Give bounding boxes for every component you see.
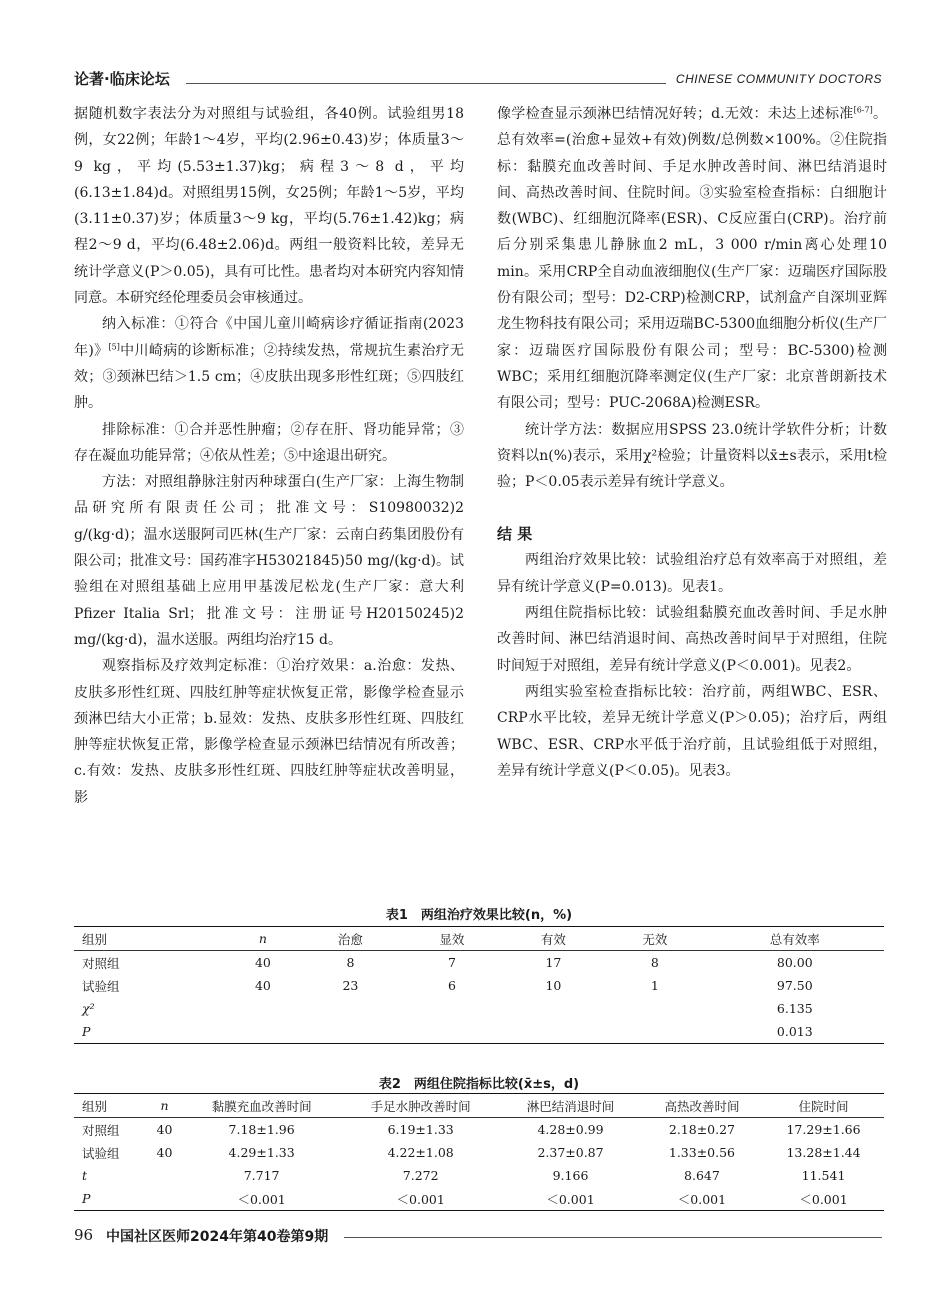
paragraph-result-2: 两组住院指标比较：试验组黏膜充血改善时间、手足水肿改善时间、淋巴结消退时间、高热改善时间早于对照组，住院时间短于对照组，差异有统计学意义(P＜0.001)。见表2。 <box>497 605 887 674</box>
table-cell: 对照组 <box>82 955 120 971</box>
table-cell: 0.013 <box>706 1020 884 1044</box>
table-cell: 1.33±0.56 <box>668 1145 736 1160</box>
table-cell: ＜0.001 <box>641 1187 763 1211</box>
page-footer <box>74 1226 882 1248</box>
table-row <box>74 1164 884 1187</box>
paragraph-result-3: 两组实验室检查指标比较：治疗前，两组WBC、ESR、CRP水平比较，差异无统计学意义(P＞0.05)；治疗后，两组WBC、ESR、CRP水平低于治疗前，且试验组低于对照组，差异有统计学意义(P＜0.05)。见表3。 <box>497 683 887 779</box>
table-cell: 8 <box>346 955 355 970</box>
table-cell: ＜0.001 <box>341 1187 500 1211</box>
table-cell: 40 <box>156 1122 173 1137</box>
table-cell: 1 <box>650 978 659 993</box>
table-cell: 80.00 <box>776 955 813 970</box>
table-cell: P <box>74 1020 226 1044</box>
table1-title: 表1 两组治疗效果比较(n，%) <box>385 908 573 923</box>
table-cell <box>401 997 502 1020</box>
column-header: 住院时间 <box>763 1094 884 1118</box>
inclusion-text-b: 中川崎病的诊断标准；②持续发热，常规抗生素治疗无效；③颈淋巴结＞1.5 cm；④皮肤出现多形性红斑；⑤四肢红肿。 <box>74 342 464 412</box>
table-cell: ＜0.001 <box>182 1187 341 1211</box>
table-cell: 4.22±1.08 <box>387 1145 454 1160</box>
table-cell <box>503 1020 604 1044</box>
table-cell: ＜0.001 <box>500 1187 641 1211</box>
table-cell: 8.647 <box>684 1168 720 1183</box>
paragraph-exclusion: 排除标准：①合并恶性肿瘤；②存在肝、肾功能异常；③存在凝血功能异常；④依从性差；⑤中途退出研究。 <box>74 421 464 464</box>
table-row <box>74 974 884 997</box>
table-cell: 23 <box>342 978 359 993</box>
table-cell <box>147 1164 182 1187</box>
table-cell <box>604 997 705 1020</box>
left-column <box>74 101 464 811</box>
table-cell: 10 <box>545 978 562 993</box>
table-cell <box>147 1187 182 1211</box>
citation-ref: [6-7] <box>853 105 873 115</box>
table-cell: 11.541 <box>801 1168 846 1183</box>
table-cell: 试验组 <box>82 1145 120 1161</box>
table-cell: 7.272 <box>402 1168 439 1183</box>
column-header: 有效 <box>503 927 604 951</box>
page-header <box>74 68 882 94</box>
table-cell: 6 <box>447 978 456 993</box>
paragraph-outcomes: 观察指标及疗效判定标准：①治疗效果：a.治愈：发热、皮肤多形性红斑、四肢红肿等症状恢复正常，影像学检查显示颈淋巴结大小正常；b.显效：发热、皮肤多形性红斑、四肢红肿等症状恢复正常，影像学检查显示颈淋巴结情况有所改善；c.有效：发热、皮肤多形性红斑、四肢红肿等症状改善明显，影 <box>74 658 464 806</box>
table-cell: 对照组 <box>82 1122 120 1138</box>
column-header: 高热改善时间 <box>641 1094 763 1118</box>
outcomes-text-a: 像学检查显示颈淋巴结情况好转；d.无效：未达上述标准 <box>497 106 854 122</box>
table-cell: 97.50 <box>776 978 813 993</box>
table-cell <box>401 1020 502 1044</box>
column-header: 手足水肿改善时间 <box>341 1094 500 1118</box>
table-cell: 4.28±0.99 <box>537 1122 604 1137</box>
table-cell <box>226 1020 299 1044</box>
column-header: 黏膜充血改善时间 <box>182 1094 341 1118</box>
results-heading: 结 果 <box>497 525 533 544</box>
column-header: 组别 <box>74 1094 147 1118</box>
table-row <box>74 1020 884 1044</box>
paragraph-inclusion <box>74 311 464 416</box>
table-cell <box>300 997 401 1020</box>
paragraph-outcomes-cont <box>497 101 887 417</box>
citation-ref: [5] <box>108 342 120 352</box>
footer-rule <box>344 1237 882 1238</box>
table-cell: 17 <box>545 955 562 970</box>
table-row <box>74 997 884 1020</box>
table-cell: 8 <box>650 955 659 970</box>
table2-title: 表2 两组住院指标比较(x̄±s，d) <box>378 1077 580 1092</box>
paragraph-methods: 方法：对照组静脉注射丙种球蛋白(生产厂家：上海生物制品研究所有限责任公司；批准文号：S10980032)2 g/(kg·d)；温水送服阿司匹林(生产厂家：云南白药集团股份有限公司；批准文号：国药准字H53021845)50 mg/(kg·d)。试验组在对照组基础上应用甲基泼尼松龙(生产厂家：意大利Pfizer Italia Srl；批准文号：注册证号H20150245)2 mg/(kg·d)，温水送服。两组均治疗15 d。 <box>74 474 464 648</box>
table-cell: 6.135 <box>776 1001 813 1016</box>
table-row <box>74 1118 884 1142</box>
table-cell: 6.19±1.33 <box>387 1122 454 1137</box>
journal-issue: 中国社区医师2024年第40卷第9期 <box>106 1229 329 1245</box>
table-cell: 7.18±1.96 <box>228 1122 295 1137</box>
column-header: 显效 <box>401 927 502 951</box>
table-cell: 9.166 <box>552 1168 589 1183</box>
table-cell: t <box>82 1168 88 1183</box>
section-title: 论著·临床论坛 <box>74 70 170 88</box>
table-header-row <box>74 1094 884 1118</box>
inclusion-text-a: 纳入标准：①符合《中国儿童川崎病诊疗循证指南(2023年)》 <box>74 316 464 359</box>
column-header: n <box>226 927 299 951</box>
table-cell: 40 <box>254 978 271 993</box>
table-cell: 40 <box>254 955 271 970</box>
table-row <box>74 951 884 975</box>
table-cell: 7 <box>447 955 456 970</box>
table-cell: P <box>74 1187 147 1211</box>
page-number: 96 <box>74 1226 94 1244</box>
header-rule <box>186 83 666 84</box>
column-header: n <box>147 1094 182 1118</box>
table-cell: ＜0.001 <box>763 1187 884 1211</box>
right-column <box>497 101 887 784</box>
table1 <box>74 926 884 1044</box>
column-header: 总有效率 <box>706 927 884 951</box>
table-header-row <box>74 927 884 951</box>
table-cell <box>604 1020 705 1044</box>
column-header: 淋巴结消退时间 <box>500 1094 641 1118</box>
table-cell: 17.29±1.66 <box>786 1122 861 1137</box>
table-cell <box>503 997 604 1020</box>
column-header: 治愈 <box>300 927 401 951</box>
table-cell: 13.28±1.44 <box>786 1145 861 1160</box>
table-cell: 2.37±0.87 <box>537 1145 604 1160</box>
table-row <box>74 1187 884 1211</box>
table-cell: χ² <box>82 1001 95 1016</box>
column-header: 组别 <box>74 927 226 951</box>
paragraph-grouping: 据随机数字表法分为对照组与试验组，各40例。试验组男18例，女22例；年龄1～4岁，平均(2.96±0.43)岁；体质量3～9 kg，平均(5.53±1.37)kg；病程3～8 d，平均(6.13±1.84)d。对照组男15例，女25例；年龄1～5岁，平均(3.11±0.37)岁；体质量3～9 kg，平均(5.76±1.42)kg；病程2～9 d，平均(6.48±2.06)d。两组一般资料比较，差异无统计学意义(P＞0.05)，具有可比性。患者均对本研究内容知情同意。本研究经伦理委员会审核通过。 <box>74 106 464 307</box>
paragraph-result-1: 两组治疗效果比较：试验组治疗总有效率高于对照组，差异有统计学意义(P=0.013)。见表1。 <box>497 552 887 595</box>
table-cell <box>300 1020 401 1044</box>
outcomes-text-b: 。总有效率=(治愈+显效+有效)例数/总例数×100%。②住院指标：黏膜充血改善时间、手足水肿改善时间、淋巴结消退时间、高热改善时间、住院时间。③实验室检查指标：白细胞计数(WBC)、红细胞沉降率(ESR)、C反应蛋白(CRP)。治疗前后分别采集患儿静脉血2 mL，3 000 r/min离心处理10 min。采用CRP全自动血液细胞仪(生产厂家：迈瑞医疗国际股份有限公司；型号：D2-CRP)检测CRP，试剂盒产自深圳亚辉龙生物科技有限公司；采用迈瑞BC-5300血细胞分析仪(生产厂家：迈瑞医疗国际股份有限公司；型号：BC-5300)检测WBC；采用红细胞沉降率测定仪(生产厂家：北京普朗新技术有限公司；型号：PUC-2068A)检测ESR。 <box>497 106 888 412</box>
table2 <box>74 1093 884 1211</box>
table-cell <box>226 997 299 1020</box>
paragraph-statistics: 统计学方法：数据应用SPSS 23.0统计学软件分析；计数资料以n(%)表示，采用χ²检验；计量资料以x̄±s表示，采用t检验；P＜0.05表示差异有统计学意义。 <box>497 421 887 491</box>
table-cell: 7.717 <box>243 1168 280 1183</box>
table-cell: 试验组 <box>82 978 120 994</box>
column-header: 无效 <box>604 927 705 951</box>
table-cell: 4.29±1.33 <box>228 1145 295 1160</box>
table-cell: 2.18±0.27 <box>668 1122 736 1137</box>
journal-english-name: CHINESE COMMUNITY DOCTORS <box>675 72 882 86</box>
table-row <box>74 1141 884 1164</box>
table-cell: 40 <box>156 1145 173 1160</box>
